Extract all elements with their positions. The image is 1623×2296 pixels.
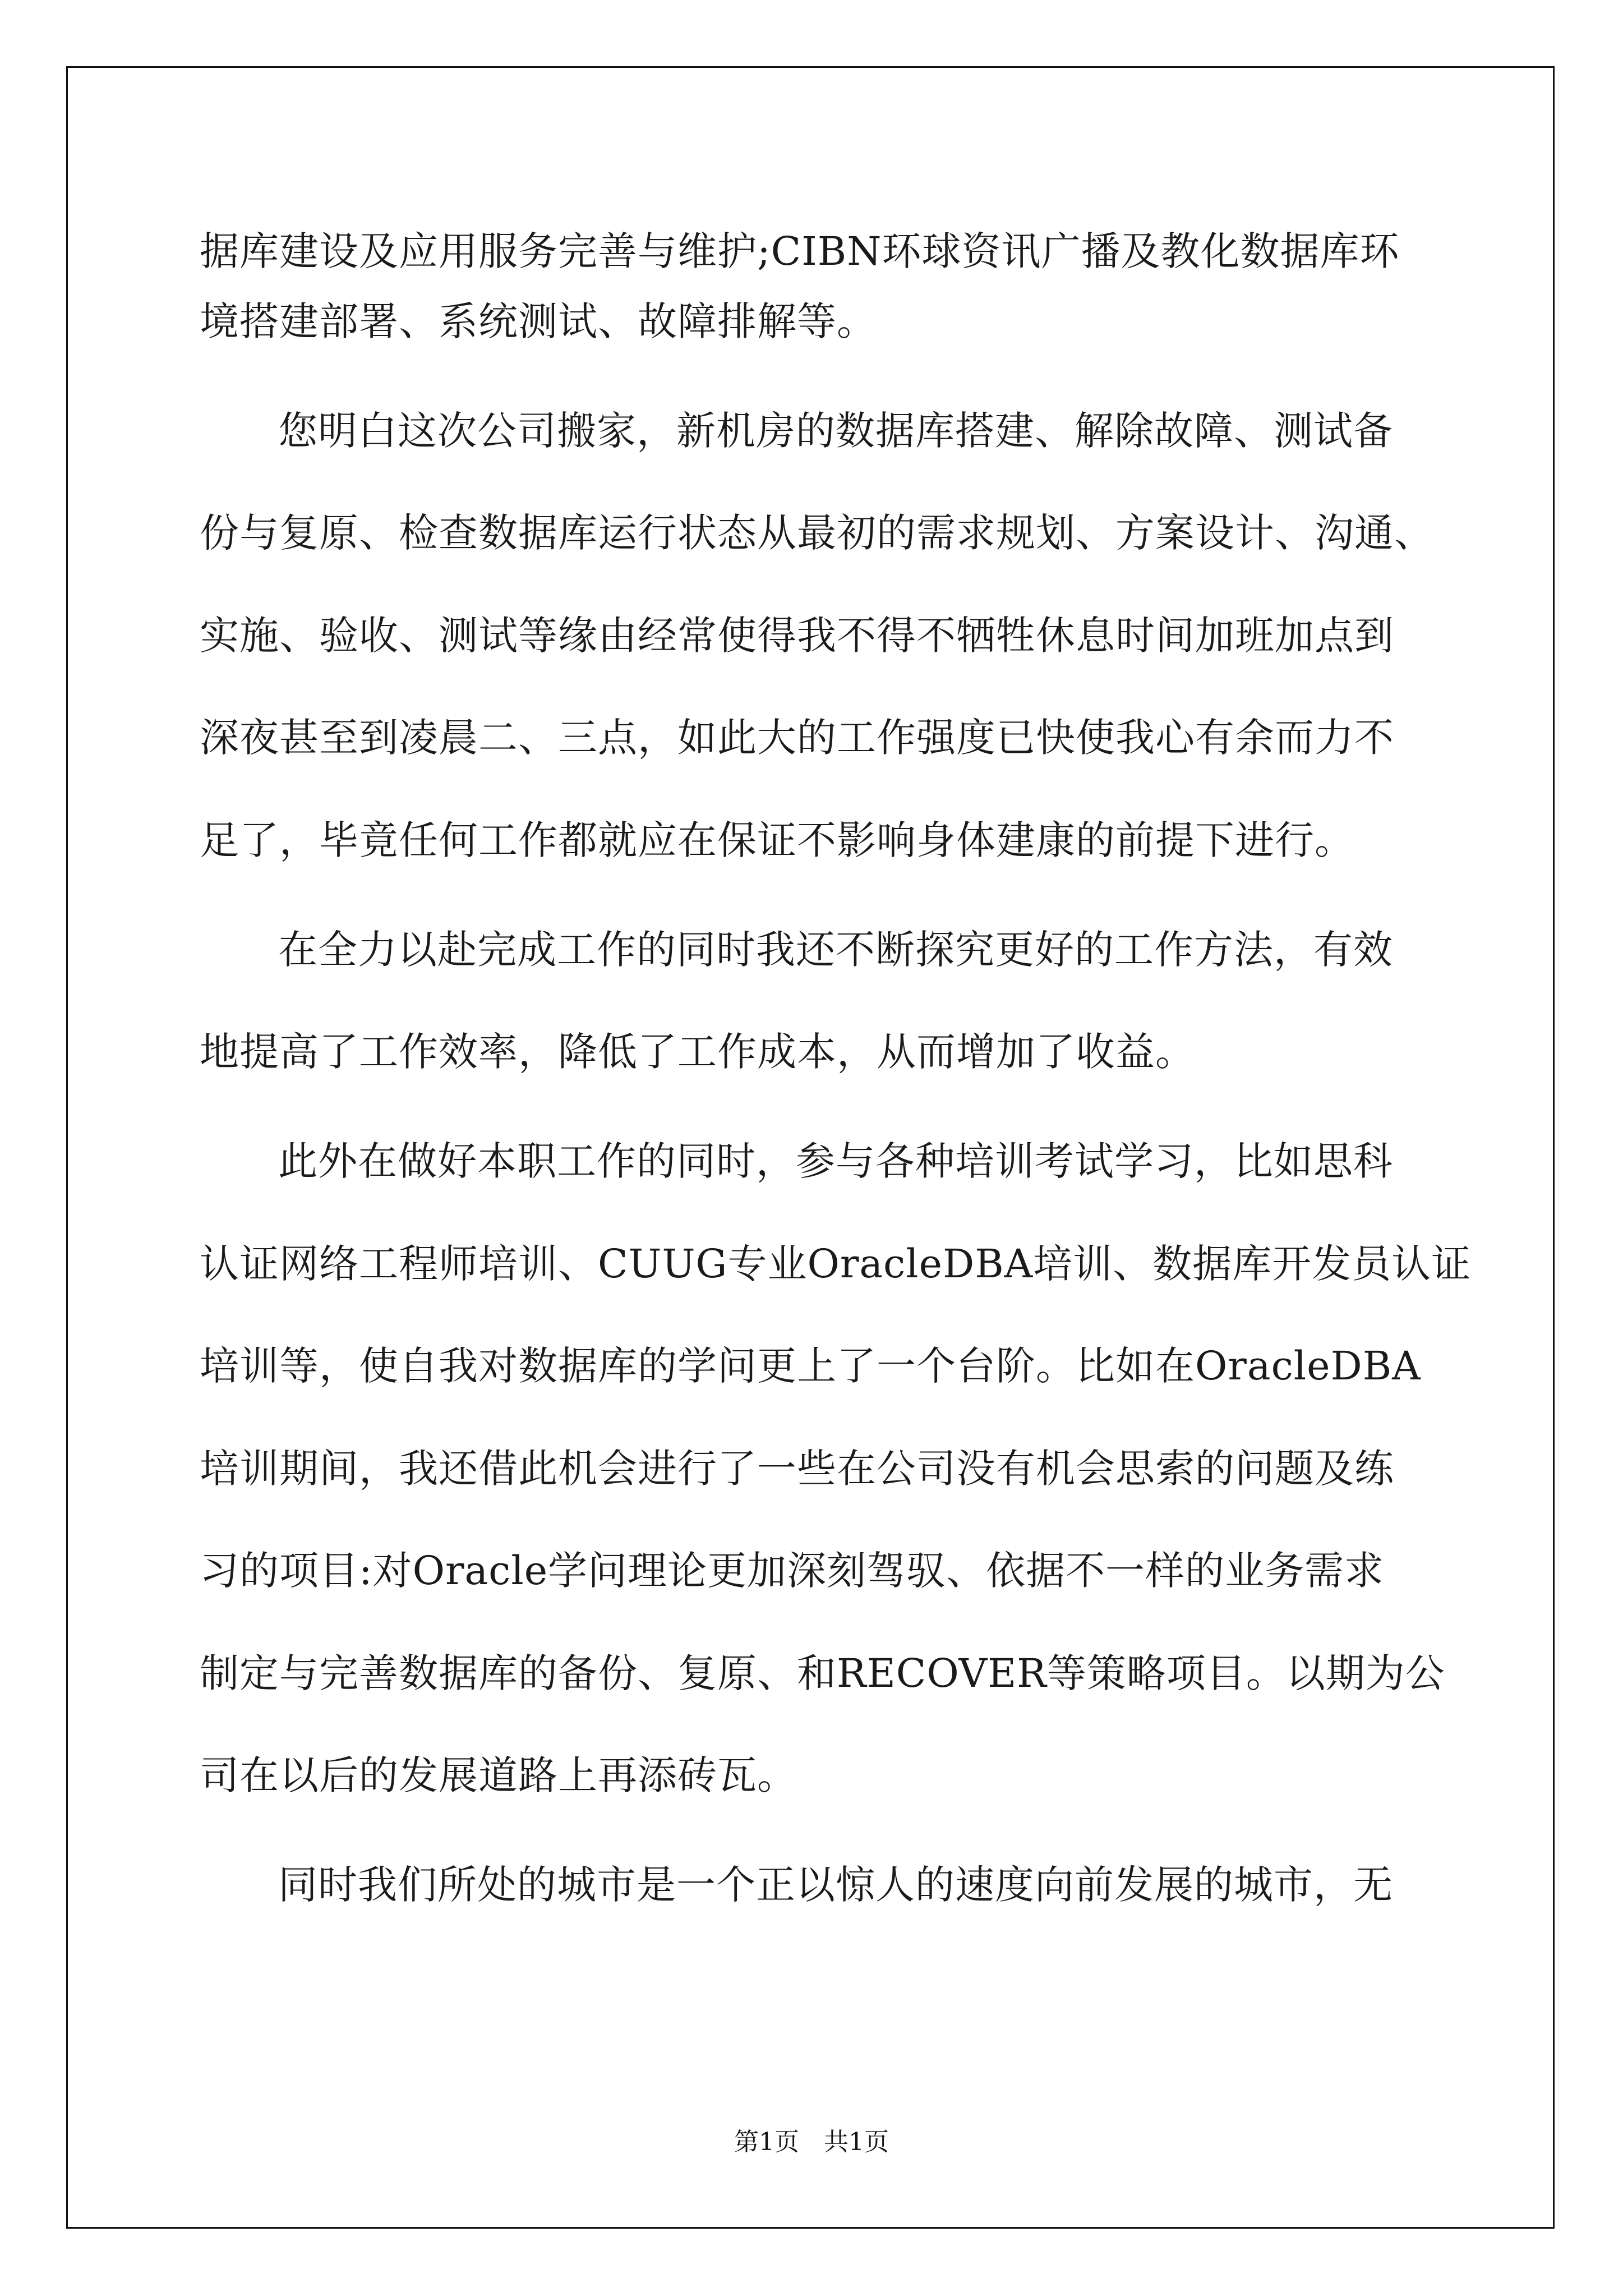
text-line: 据库建设及应用服务完善与维护;CIBN环球资讯广播及教化数据库环 xyxy=(200,228,1400,274)
text-line: 培训期间，我还借此机会进行了一些在公司没有机会思索的问题及练 xyxy=(200,1446,1394,1492)
page-number: 第1页 共1页 xyxy=(734,2128,889,2156)
text-line: 此外在做好本职工作的同时，参与各种培训考试学习，比如思科 xyxy=(278,1138,1393,1184)
text-line: 深夜甚至到凌晨二、三点，如此大的工作强度已快使我心有余而力不 xyxy=(200,715,1394,761)
text-line: 足了，毕竟任何工作都就应在保证不影响身体建康的前提下进行。 xyxy=(200,817,1354,863)
text-line: 制定与完善数据库的备份、复原、和RECOVER等策略项目。以期为公 xyxy=(200,1650,1445,1696)
text-line: 地提高了工作效率，降低了工作成本，从而增加了收益。 xyxy=(200,1029,1195,1075)
text-line: 实施、验收、测试等缘由经常使得我不得不牺牲休息时间加班加点到 xyxy=(200,613,1394,659)
text-line: 境搭建部署、系统测试、故障排解等。 xyxy=(200,298,877,344)
text-line: 在全力以赴完成工作的同时我还不断探究更好的工作方法，有效 xyxy=(278,927,1393,973)
text-line: 您明白这次公司搬家，新机房的数据库搭建、解除故障、测试备 xyxy=(278,408,1393,454)
text-line: 份与复原、检查数据库运行状态从最初的需求规划、方案设计、沟通、 xyxy=(200,510,1434,556)
text-line: 认证网络工程师培训、CUUG专业OracleDBA培训、数据库开发员认证 xyxy=(200,1241,1472,1287)
text-line: 培训等，使自我对数据库的学问更上了一个台阶。比如在OracleDBA xyxy=(200,1343,1421,1389)
text-line: 习的项目:对Oracle学问理论更加深刻驾驭、依据不一样的业务需求 xyxy=(200,1548,1385,1594)
text-line: 同时我们所处的城市是一个正以惊人的速度向前发展的城市，无 xyxy=(278,1862,1393,1908)
text-line: 司在以后的发展道路上再添砖瓦。 xyxy=(200,1752,797,1798)
